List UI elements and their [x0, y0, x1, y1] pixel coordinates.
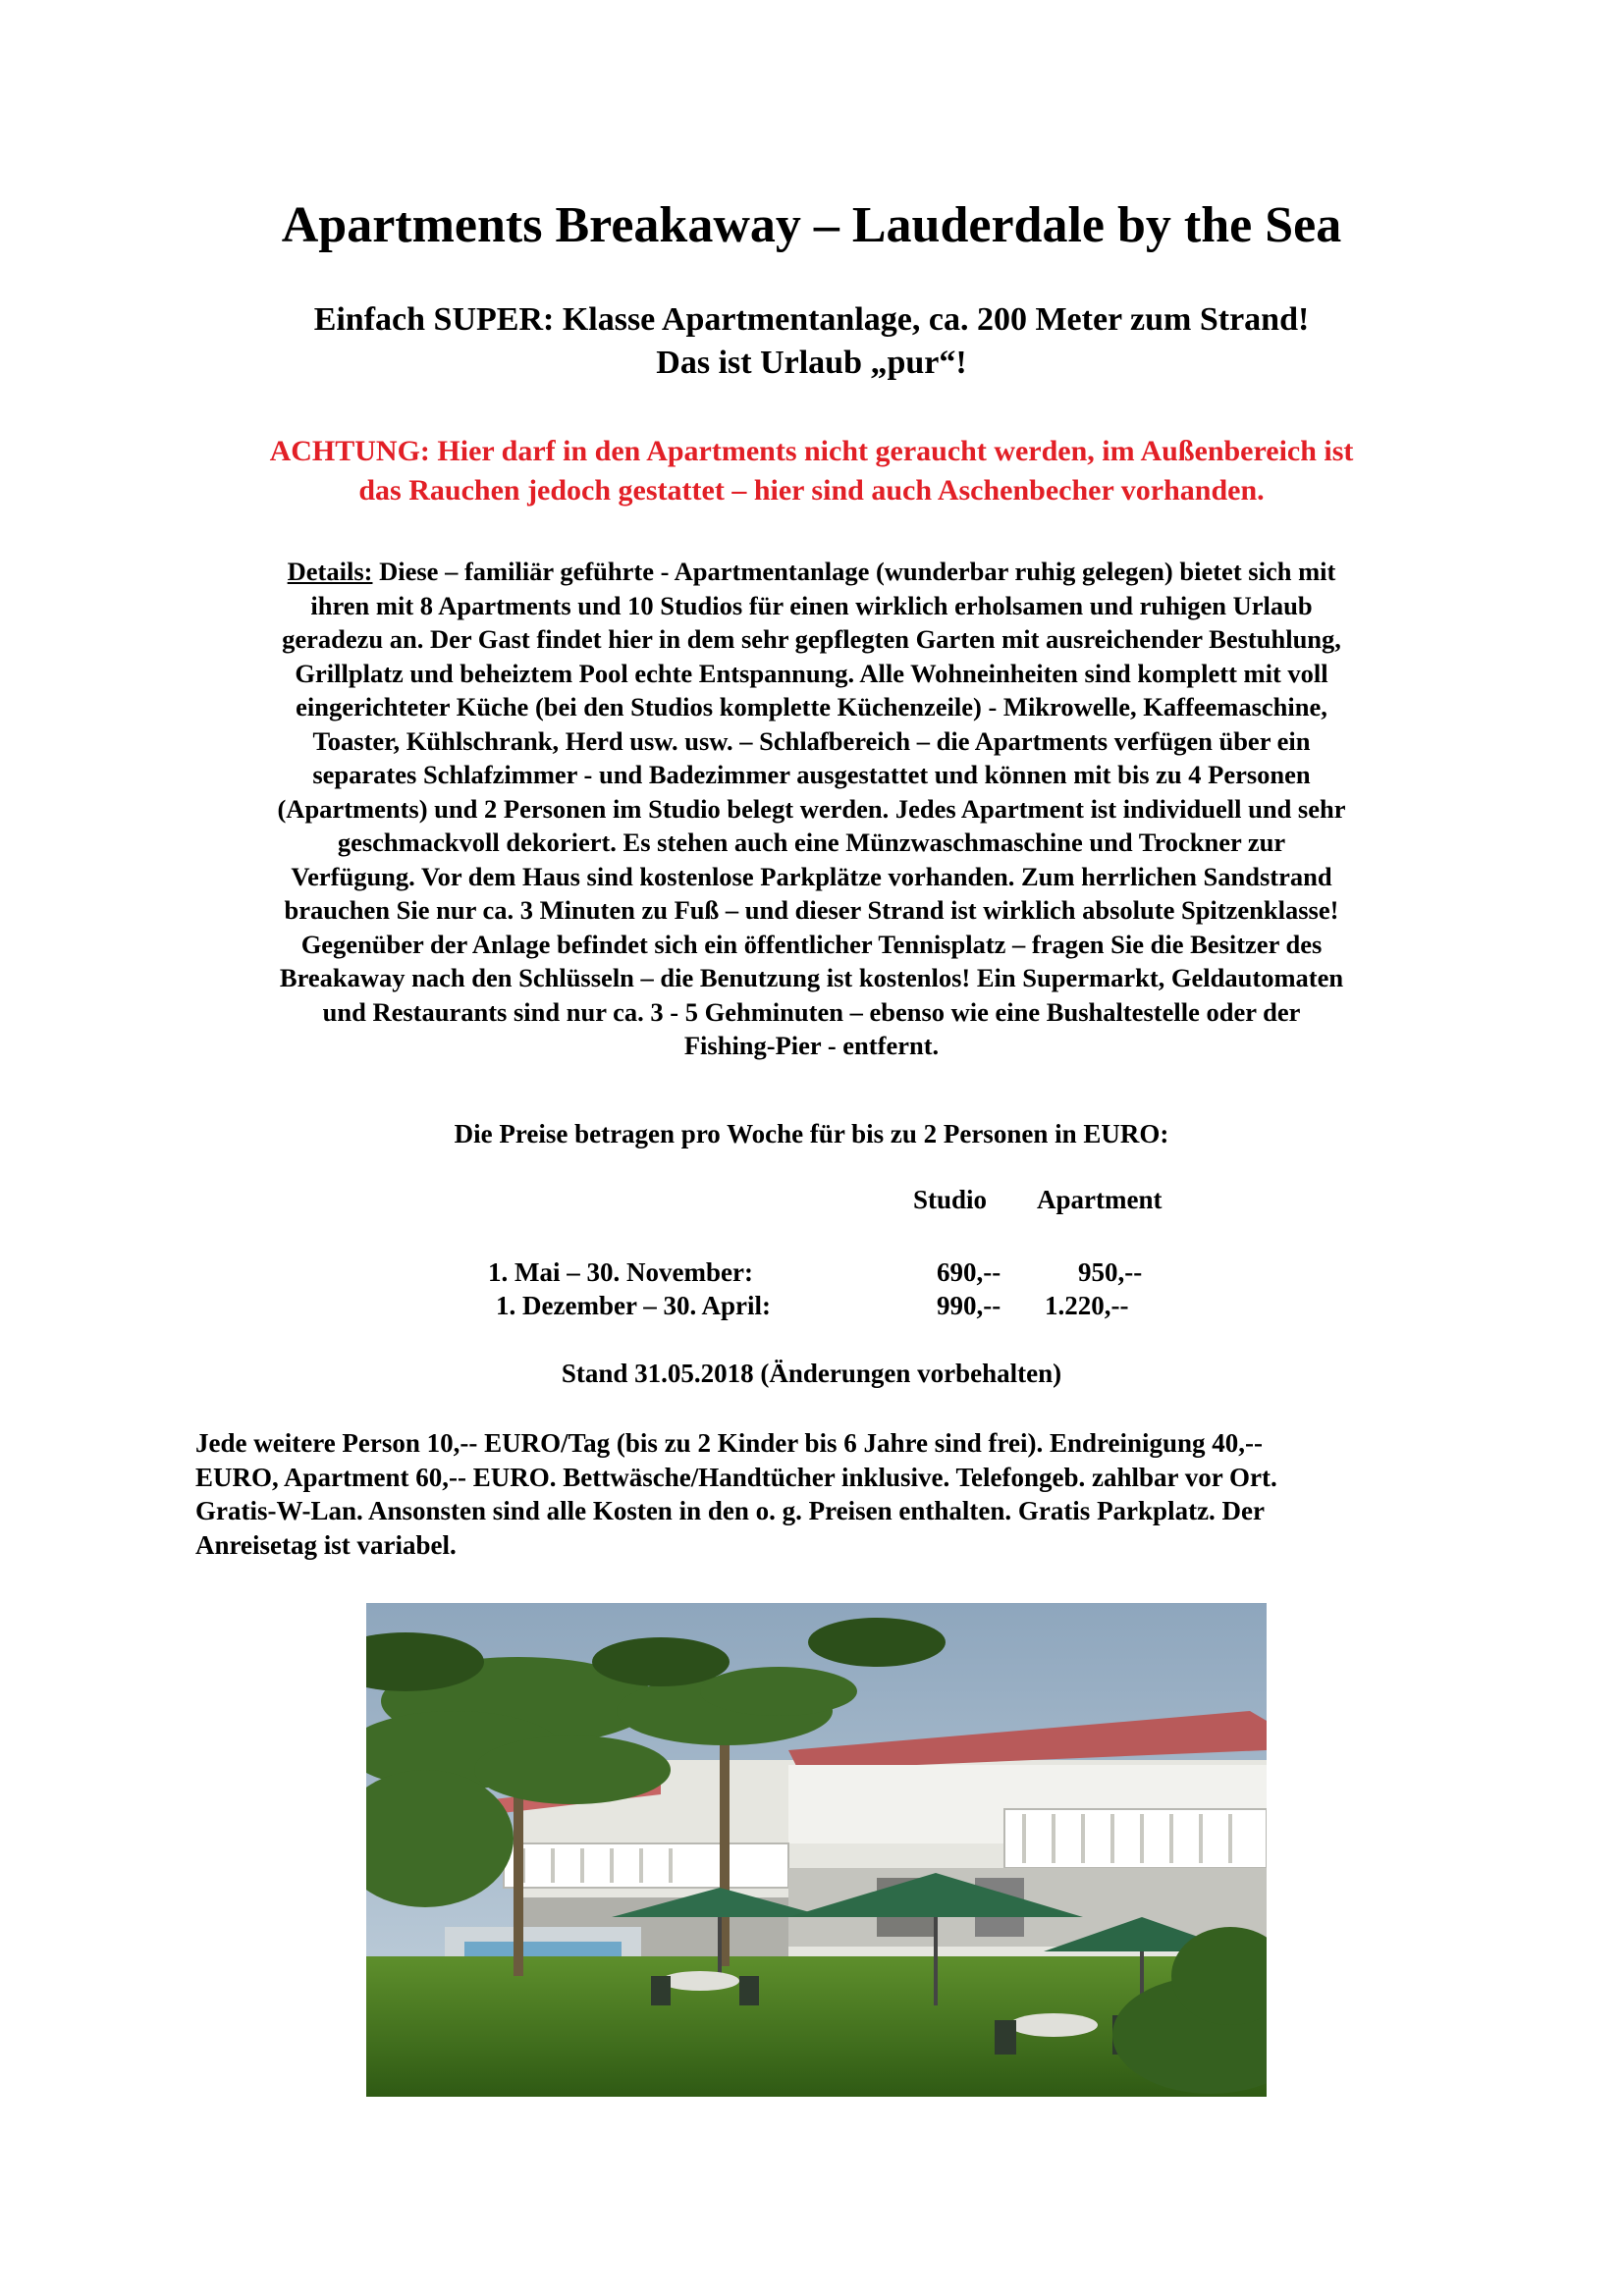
details-line: Fishing-Pier - entfernt.: [683, 1031, 940, 1060]
price-row-apartment: 950,--: [1078, 1257, 1143, 1287]
additional-costs: [195, 1426, 1462, 1562]
subtitle-line-2: Das ist Urlaub „pur“!: [656, 345, 967, 381]
additional-costs-line: EURO, Apartment 60,-- EURO. Bettwäsche/Handtücher inklusive. Telefongeb. zahlbar vor Ort.: [195, 1462, 1277, 1492]
details-line: eingerichteter Küche (bei den Studios komplette Küchenzeile) - Mikrowelle, Kaffeemaschine,: [296, 692, 1327, 721]
warning-line-2: das Rauchen jedoch gestattet – hier sind auch Aschenbecher vorhanden.: [358, 474, 1265, 507]
details-line: geradezu an. Der Gast findet hier in dem sehr gepflegten Garten mit ausreichender Bestuhlung,: [282, 624, 1341, 654]
details-line: Gegenüber der Anlage befindet sich ein öffentlicher Tennisplatz – fragen Sie die Besitzer des: [300, 929, 1323, 959]
prices-intro: Die Preise betragen pro Woche für bis zu 2 Personen in EURO:: [454, 1119, 1169, 1148]
details-line: geschmackvoll dekoriert. Es stehen auch eine Münzwaschmaschine und Trockner zur: [337, 828, 1286, 857]
additional-costs-line: Jede weitere Person 10,-- EURO/Tag (bis zu 2 Kinder bis 6 Jahre sind frei). Endreinigung 40,--: [195, 1428, 1264, 1458]
smoking-warning: [147, 432, 1476, 510]
additional-costs-line: Anreisetag ist variabel.: [195, 1529, 457, 1560]
details-line: Grillplatz und beheiztem Pool echte Entspannung. Alle Wohneinheiten sind komplett mit voll: [295, 658, 1328, 688]
price-row-apartment: 1.220,--: [1045, 1291, 1129, 1320]
warning-line-1: ACHTUNG: Hier darf in den Apartments nicht geraucht werden, im Außenbereich ist: [269, 435, 1354, 467]
subtitle: [0, 298, 1623, 385]
details-line: (Apartments) und 2 Personen im Studio belegt werden. Jedes Apartment ist individuell und sehr: [277, 793, 1346, 824]
column-header-studio: Studio: [913, 1185, 988, 1214]
details-line: brauchen Sie nur ca. 3 Minuten zu Fuß – und dieser Strand ist wirklich absolute Spitzenklasse!: [284, 895, 1339, 925]
details-line: Toaster, Kühlschrank, Herd usw. usw. – Schlafbereich – die Apartments verfügen über ein: [312, 725, 1311, 756]
details-label: Details:: [287, 557, 373, 586]
additional-costs-line: Gratis-W-Lan. Ansonsten sind alle Kosten in den o. g. Preisen enthalten. Gratis Parkplatz. Der: [195, 1496, 1266, 1525]
details-line-1: Diese – familiär geführte - Apartmentanlage (wunderbar ruhig gelegen) bietet sich mit: [372, 557, 1336, 586]
price-row-studio: 990,--: [937, 1291, 1001, 1320]
details-first-line: [187, 555, 1436, 589]
details-paragraph: [187, 555, 1436, 1063]
subtitle-line-1: Einfach SUPER: Klasse Apartmentanlage, ca. 200 Meter zum Strand!: [313, 301, 1310, 338]
details-line: ihren mit 8 Apartments und 10 Studios für einen wirklich erholsamen und ruhigen Urlaub: [310, 590, 1313, 620]
page-title: Apartments Breakaway – Lauderdale by the Sea: [281, 197, 1342, 253]
price-row-studio: 690,--: [937, 1257, 1001, 1287]
price-row-period: 1. Dezember – 30. April:: [496, 1291, 771, 1320]
price-row-period: 1. Mai – 30. November:: [488, 1257, 753, 1287]
details-line: und Restaurants sind nur ca. 3 - 5 Gehminuten – ebenso wie eine Bushaltestelle oder der: [322, 996, 1301, 1027]
details-line: separates Schlafzimmer - und Badezimmer ausgestattet und können mit bis zu 4 Personen: [312, 760, 1311, 789]
property-photo: [366, 1603, 1267, 2097]
property-photo-illustration: [366, 1603, 1267, 2097]
column-header-apartment: Apartment: [1037, 1185, 1163, 1214]
details-line: Verfügung. Vor dem Haus sind kostenlose Parkplätze vorhanden. Zum herrlichen Sandstrand: [291, 861, 1332, 891]
details-line: Breakaway nach den Schlüsseln – die Benutzung ist kostenlos! Ein Supermarkt, Geldautomaten: [279, 963, 1344, 992]
price-date-note: Stand 31.05.2018 (Änderungen vorbehalten): [561, 1359, 1062, 1388]
